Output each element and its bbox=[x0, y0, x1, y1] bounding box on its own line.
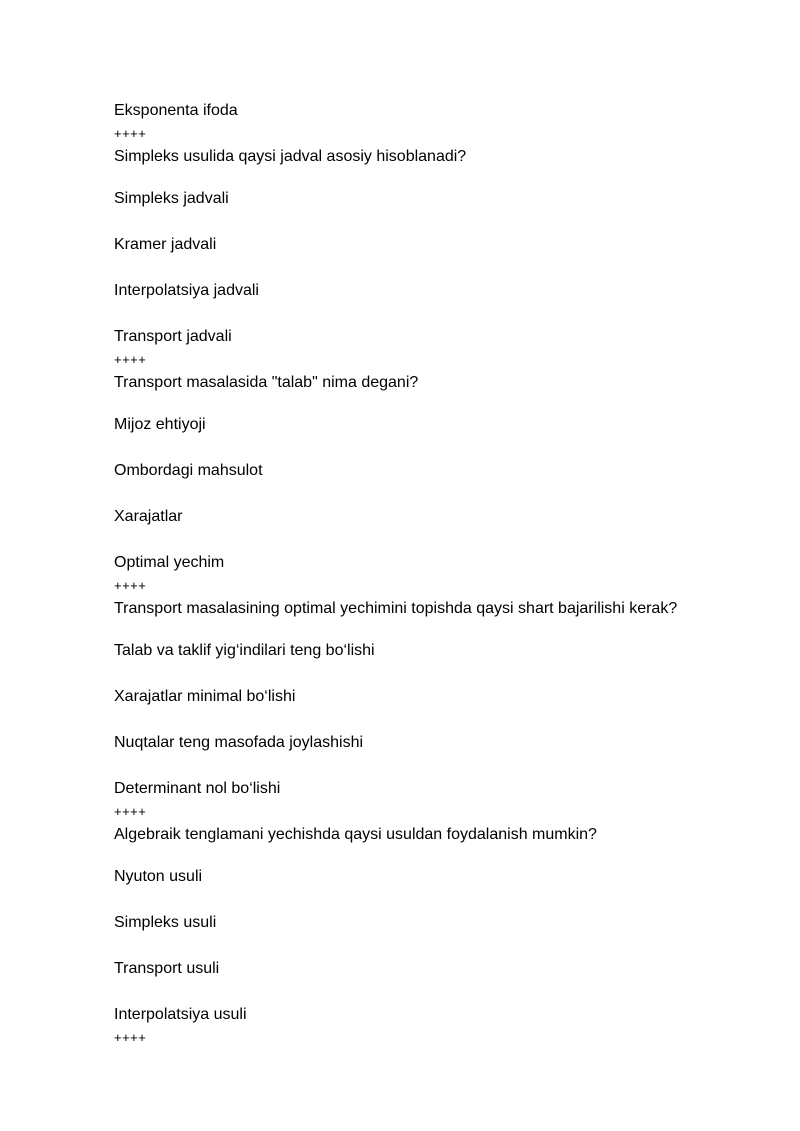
question-separator: ++++ bbox=[114, 352, 147, 367]
answer-option: Nyuton usuli bbox=[114, 868, 203, 885]
answer-option: Simpleks usuli bbox=[114, 914, 217, 931]
answer-option: Mijoz ehtiyoji bbox=[114, 416, 206, 433]
answer-option: Xarajatlar bbox=[114, 508, 183, 525]
answer-option: Transport jadvali bbox=[114, 328, 232, 345]
answer-option: Ombordagi mahsulot bbox=[114, 462, 263, 479]
answer-option: Interpolatsiya usuli bbox=[114, 1006, 247, 1023]
question-text: Algebraik tenglamani yechishda qaysi usuldan foydalanish mumkin? bbox=[114, 826, 597, 843]
question-separator: ++++ bbox=[114, 126, 147, 141]
answer-option: Optimal yechim bbox=[114, 554, 225, 571]
question-text: Simpleks usulida qaysi jadval asosiy hisoblanadi? bbox=[114, 148, 467, 165]
answer-option: Talab va taklif yig‘indilari teng bo‘lishi bbox=[114, 642, 375, 659]
answer-option: Simpleks jadvali bbox=[114, 190, 229, 207]
question-text: Transport masalasining optimal yechimini topishda qaysi shart bajarilishi kerak? bbox=[114, 600, 678, 617]
answer-option: Nuqtalar teng masofada joylashishi bbox=[114, 734, 364, 751]
answer-option: Transport usuli bbox=[114, 960, 220, 977]
answer-option: Eksponenta ifoda bbox=[114, 102, 238, 119]
question-separator: ++++ bbox=[114, 578, 147, 593]
answer-option: Xarajatlar minimal bo‘lishi bbox=[114, 688, 296, 705]
answer-option: Determinant nol bo‘lishi bbox=[114, 780, 281, 797]
question-separator: ++++ bbox=[114, 1030, 147, 1045]
question-text: Transport masalasida "talab" nima degani? bbox=[114, 374, 419, 391]
answer-option: Interpolatsiya jadvali bbox=[114, 282, 259, 299]
question-separator: ++++ bbox=[114, 804, 147, 819]
answer-option: Kramer jadvali bbox=[114, 236, 217, 253]
